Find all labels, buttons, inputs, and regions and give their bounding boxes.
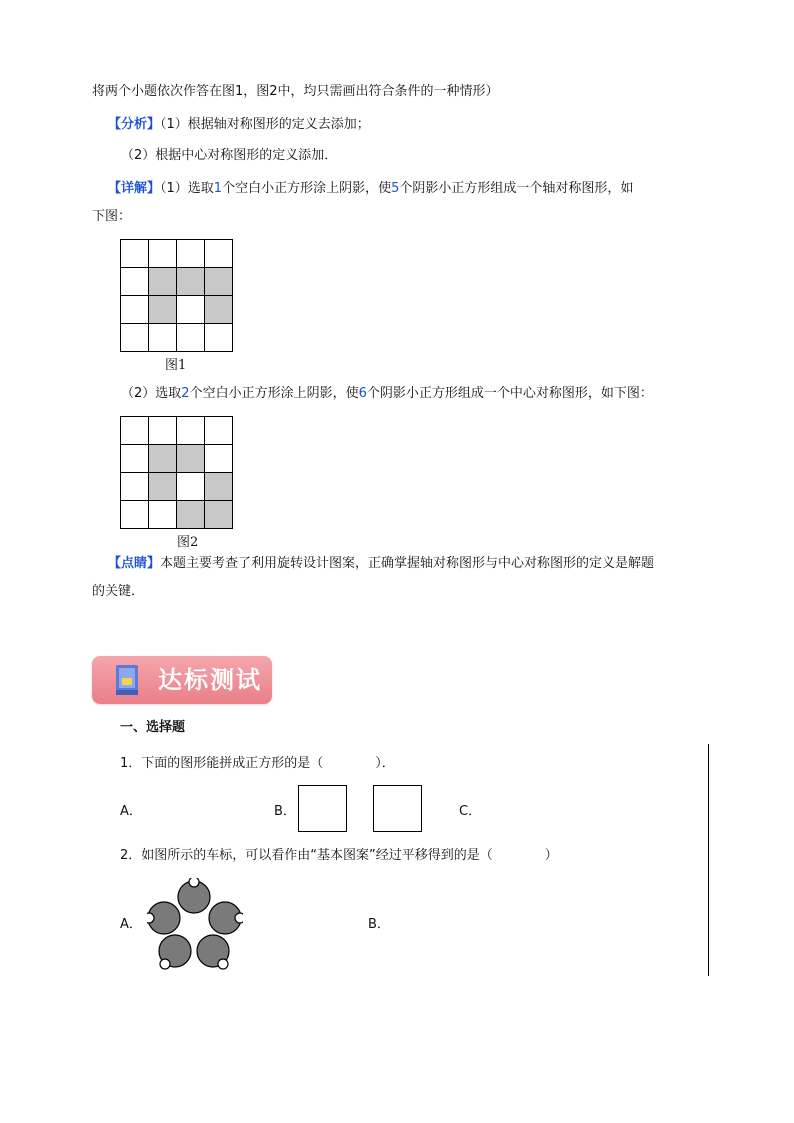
detail-p1-prefix: （1）选取: [160, 181, 214, 196]
figure-2-cell-r0-c1: [149, 417, 177, 445]
figure-1-cell-r2-c3: [205, 296, 233, 324]
detail-label: 【详解】: [108, 181, 161, 196]
figure-1-cell-r1-c1: [149, 268, 177, 296]
detail-line-2: [121, 385, 653, 403]
detail-p1-number-2: 5: [391, 181, 400, 196]
question-1-option-b[interactable]: B．: [274, 804, 296, 819]
figure-2-cell-r3-c3: [205, 501, 233, 529]
intro-line: 将两个小题依次作答在图1，图2中，均只需画出符合条件的一种情形）: [92, 84, 499, 99]
analysis-part-2: （2）根据中心对称图形的定义添加．: [121, 148, 338, 163]
question-2-option-b[interactable]: B．: [368, 917, 390, 932]
figure-1-cell-r3-c1: [149, 324, 177, 352]
figure-2-cell-r1-c0: [121, 445, 149, 473]
figure-1-cell-r0-c0: [121, 240, 149, 268]
detail-p1-suffix: 个阴影小正方形组成一个轴对称图形，如: [399, 181, 634, 196]
figure-1-cell-r1-c2: [177, 268, 205, 296]
figure-1-cell-r0-c2: [177, 240, 205, 268]
figure-1-caption: 图1: [165, 358, 187, 373]
comment-text-1: 本题主要考查了利用旋转设计图案，正确掌握轴对称图形与中心对称图形的定义是解题: [160, 556, 655, 571]
detail-p1-continuation: 下图：: [92, 209, 132, 224]
comment-line-1: [108, 555, 654, 573]
banner-title: 达标测试: [158, 666, 262, 694]
question-2-stem: 2．如图所示的车标，可以看作由“基本图案”经过平移得到的是（ ）: [120, 848, 558, 863]
comment-label: 【点睛】: [108, 556, 161, 571]
figure-2-grid: [120, 416, 233, 529]
figure-2-cell-r1-c3: [205, 445, 233, 473]
figure-1-cell-r0-c1: [149, 240, 177, 268]
figure-1-grid: [120, 239, 233, 352]
figure-1-cell-r3-c0: [121, 324, 149, 352]
margin-divider: [708, 744, 709, 976]
figure-1-cell-r2-c2: [177, 296, 205, 324]
analysis-label: 【分析】: [108, 117, 161, 132]
detail-p2-number-2: 6: [358, 386, 367, 401]
figure-1-cell-r2-c1: [149, 296, 177, 324]
figure-1-cell-r2-c0: [121, 296, 149, 324]
analysis-part-1: （1）根据轴对称图形的定义去添加；: [160, 117, 370, 132]
detail-p1-number-1: 1: [213, 181, 223, 196]
book-icon: [114, 664, 140, 696]
figure-1-cell-r0-c3: [205, 240, 233, 268]
option-b-square-2: [373, 785, 422, 832]
section-heading: 一、选择题: [120, 720, 186, 735]
section-banner: [92, 656, 272, 704]
figure-2-cell-r2-c1: [149, 473, 177, 501]
analysis-line-1: [108, 116, 370, 134]
detail-p2-mid: 个空白小正方形涂上阴影，使: [189, 386, 359, 401]
question-2-option-a[interactable]: A．: [120, 917, 142, 932]
comment-text-2: 的关键．: [92, 584, 145, 599]
figure-2-cell-r0-c0: [121, 417, 149, 445]
figure-2-cell-r3-c1: [149, 501, 177, 529]
question-1-option-c[interactable]: C．: [459, 804, 482, 819]
figure-1-cell-r3-c2: [177, 324, 205, 352]
figure-1-cell-r1-c3: [205, 268, 233, 296]
detail-p2-number-1: 2: [181, 386, 190, 401]
figure-2-caption: 图2: [177, 535, 199, 550]
figure-1-cell-r3-c3: [205, 324, 233, 352]
car-logo-flower-icon: [147, 878, 243, 970]
detail-p1-mid: 个空白小正方形涂上阴影，使: [222, 181, 392, 196]
figure-2-cell-r0-c2: [177, 417, 205, 445]
figure-2-cell-r2-c2: [177, 473, 205, 501]
figure-2-cell-r1-c2: [177, 445, 205, 473]
detail-p2-suffix: 个阴影小正方形组成一个中心对称图形，如下图：: [366, 386, 653, 401]
figure-2-cell-r2-c3: [205, 473, 233, 501]
question-1-option-a[interactable]: A．: [120, 804, 142, 819]
figure-2-cell-r2-c0: [121, 473, 149, 501]
option-b-square-1: [298, 785, 347, 832]
detail-p2-prefix: （2）选取: [121, 386, 182, 401]
detail-line-1: [108, 180, 633, 198]
figure-2-cell-r0-c3: [205, 417, 233, 445]
figure-2-cell-r3-c0: [121, 501, 149, 529]
figure-2-cell-r3-c2: [177, 501, 205, 529]
figure-1-cell-r1-c0: [121, 268, 149, 296]
question-1-stem: 1．下面的图形能拼成正方形的是（ ）．: [120, 756, 395, 771]
figure-2-cell-r1-c1: [149, 445, 177, 473]
